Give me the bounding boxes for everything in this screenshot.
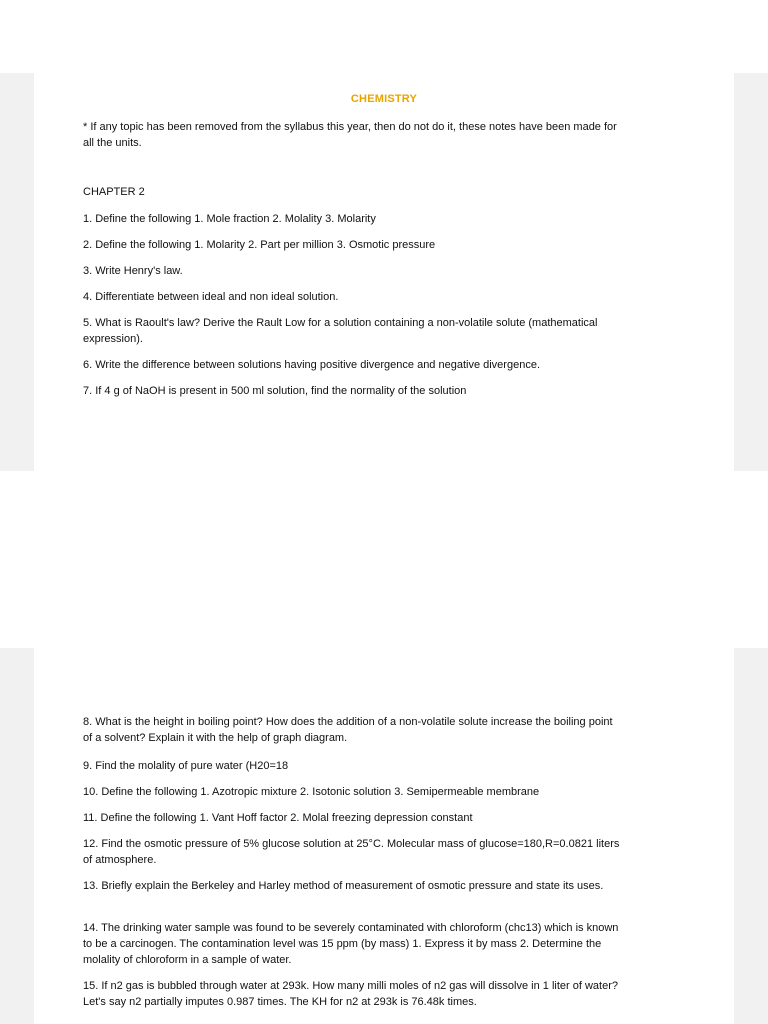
syllabus-note: * If any topic has been removed from the syllabus this year, then do not do it, these notes have been made for all the units. [83,121,617,149]
question-3: 3. Write Henry's law. [83,265,183,277]
chapter-heading: CHAPTER 2 [83,186,145,198]
question-14: 14. The drinking water sample was found to be severely contaminated with chloroform (chc13) which is known to be a carcinogen. The contamination level was 15 ppm (by mass) 1. Express it by mass 2. Determine the molality of chloroform in a sample of water. [83,922,619,966]
question-13: 13. Briefly explain the Berkeley and Harley method of measurement of osmotic pressure and state its uses. [83,880,604,892]
question-2: 2. Define the following 1. Molarity 2. Part per million 3. Osmotic pressure [83,239,436,251]
question-5: 5. What is Raoult's law? Derive the Rault Low for a solution containing a non-volatile solute (mathematical expression). [83,317,598,345]
document-page-2 [0,648,768,1024]
question-11: 11. Define the following 1. Vant Hoff factor 2. Molal freezing depression constant [83,812,473,824]
question-6: 6. Write the difference between solutions having positive divergence and negative divergence. [83,359,540,371]
question-8: 8. What is the height in boiling point? How does the addition of a non-volatile solute increase the boiling point of a solvent? Explain it with the help of graph diagram. [83,716,613,744]
question-7: 7. If 4 g of NaOH is present in 500 ml solution, find the normality of the solution [83,385,467,397]
question-9: 9. Find the molality of pure water (H20=18 [83,760,289,772]
document-page-1 [0,73,768,471]
question-1: 1. Define the following 1. Mole fraction 2. Molality 3. Molarity [83,213,376,225]
question-15: 15. If n2 gas is bubbled through water at 293k. How many milli moles of n2 gas will dissolve in 1 liter of water? Let's say n2 partially imputes 0.987 times. The KH for n2 at 293k is 76.48k times. [83,980,618,1008]
document-title: CHEMISTRY [350,93,418,105]
question-12: 12. Find the osmotic pressure of 5% glucose solution at 25°C. Molecular mass of glucose=180,R=0.0821 liters of atmosphere. [83,838,620,866]
question-10: 10. Define the following 1. Azotropic mixture 2. Isotonic solution 3. Semipermeable membrane [83,786,540,798]
question-4: 4. Differentiate between ideal and non ideal solution. [83,291,339,303]
